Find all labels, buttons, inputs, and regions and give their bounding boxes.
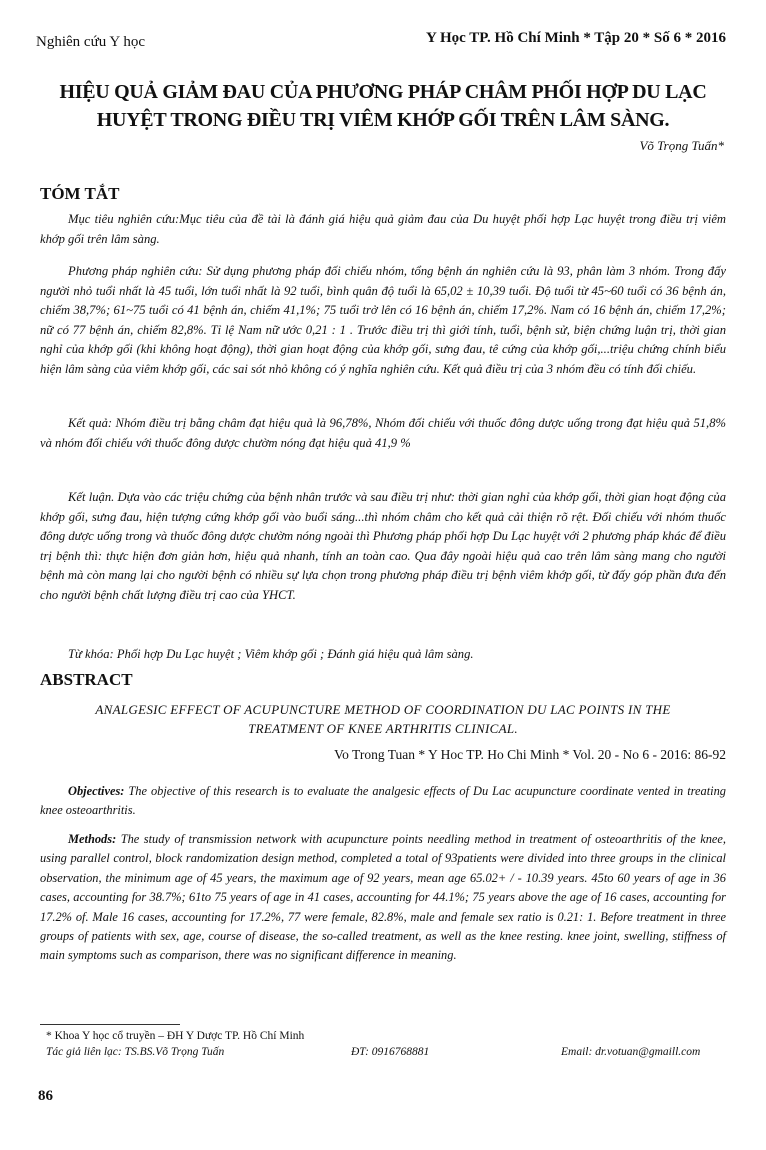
footnote-contact-email: Email: dr.votuan@gmaill.com bbox=[561, 1046, 701, 1058]
page-number: 86 bbox=[38, 1088, 53, 1104]
summary-methods-text: Sử dụng phương pháp đối chiếu nhóm, tổng bệnh án nghiên cứu là 93, phân làm 3 nhóm. Trong đấy người nhỏ tuổi nhất là 45 tuổi, lớn tuổi nhất là 92 tuổi, bình quân độ tuổi là 65,02 ± 10,39 tuổi. Độ tuổi từ 45~60 tuổi có 36 bệnh án, chiếm 38,7%; 61~75 tuổi có 41 bệnh án, chiếm 41,1%; 75 tuổi trở lên có 16 bệnh án, chiếm 17,2%. Nam có 16 bệnh án, chiếm 17,2%; nữ có 77 bệnh án, chiếm 82,8%. Tỉ lệ Nam nữ ước 0,21 : 1 . Trước điều trị thì giới tính, tuổi, bệnh sử, biện chứng luận trị, thời gian nghỉ của khớp gối (khi không hoạt động), thời gian hoạt động của khớp gối, sưng đau, tê cứng của khớp gối,...triệu chứng chính biểu hiện lâm sàng của viêm khớp gối, các sai sót nhỏ không có ý nghĩa nghiên cứu. Kết quả điều trị của 3 nhóm đều có tính đối chiếu. bbox=[40, 264, 726, 376]
article-title-line-1: HIỆU QUẢ GIẢM ĐAU CỦA PHƯƠNG PHÁP CHÂM PHỐI HỢP DU LẠC bbox=[59, 81, 707, 103]
summary-heading: TÓM TẮT bbox=[40, 184, 120, 203]
abstract-objectives-paragraph bbox=[40, 782, 726, 821]
footnote-contact bbox=[46, 1046, 701, 1058]
summary-methods-paragraph bbox=[40, 262, 726, 380]
footnote-divider bbox=[40, 1024, 180, 1025]
abstract-title bbox=[40, 700, 726, 738]
footnote-contact-author: Tác giả liên lạc: TS.BS.Võ Trọng Tuấn bbox=[46, 1046, 225, 1058]
footnote-contact-phone: ĐT: 0916768881 bbox=[351, 1046, 430, 1058]
summary-results-label: Kết quả: bbox=[68, 416, 113, 430]
article-title-line-2: HUYỆT TRONG ĐIỀU TRỊ VIÊM KHỚP GỐI TRÊN LÂM SÀNG. bbox=[96, 109, 670, 131]
summary-conclusion-label: Kết luận. bbox=[68, 490, 115, 504]
summary-keywords-paragraph bbox=[40, 645, 726, 665]
footnote-affiliation: * Khoa Y học cổ truyền – ĐH Y Dược TP. Hồ Chí Minh bbox=[46, 1030, 305, 1042]
abstract-title-line-2: TREATMENT OF KNEE ARTHRITIS CLINICAL. bbox=[248, 721, 518, 736]
summary-results-text: Nhóm điều trị bằng châm đạt hiệu quả là 96,78%, Nhóm đối chiếu với thuốc đông dược uống trong đạt hiệu quả 51,8% và nhóm đối chiếu với thuốc đông dược chườm nóng đạt hiệu quả 41,9 % bbox=[40, 416, 726, 450]
summary-methods-label: Phương pháp nghiên cứu: bbox=[68, 264, 203, 278]
abstract-methods-paragraph bbox=[40, 830, 726, 966]
abstract-heading: ABSTRACT bbox=[40, 670, 133, 689]
summary-conclusion-paragraph bbox=[40, 488, 726, 606]
summary-objective-paragraph bbox=[40, 210, 726, 249]
summary-objective-label: Mục tiêu nghiên cứu: bbox=[68, 212, 180, 226]
abstract-objectives-label: Objectives: bbox=[68, 784, 125, 798]
summary-conclusion-text: Dựa vào các triệu chứng của bệnh nhân trước và sau điều trị như: thời gian nghỉ của khớp gối, thời gian hoạt động của khớp gối, sưng đau, hiện tượng cứng khớp gối vào buổi sáng...thì nhóm châm cho kết quả cải thiện rõ rệt. Đối chiếu với nhóm thuốc đông dược uống trong và thuốc đông dược chườm nóng ngoài thì Phương pháp phối hợp Du Lạc huyệt với 2 phương pháp khác để điều trị bệnh thì: thực hiện đơn giản hơn, hiệu quả nhanh, tính an toàn cao. Qua đây ngoài hiệu quả cao trên lâm sàng mang cho người bệnh mà còn mang lại cho người bệnh có nhiều sự lựa chọn trong phương pháp điều trị bệnh viêm khớp gối, từ đấy góp phần đưa đến cho người bệnh chất lượng điều trị cao của YHCT. bbox=[40, 490, 726, 602]
abstract-methods-label: Methods: bbox=[68, 832, 117, 846]
summary-keywords-text: Phối hợp Du Lạc huyệt ; Viêm khớp gối ; Đánh giá hiệu quả lâm sàng. bbox=[113, 647, 474, 661]
running-header-journal: Y Học TP. Hồ Chí Minh * Tập 20 * Số 6 * 2016 bbox=[425, 30, 726, 46]
abstract-citation: Vo Trong Tuan * Y Hoc TP. Ho Chi Minh * Vol. 20 - No 6 - 2016: 86-92 bbox=[334, 747, 726, 762]
abstract-objectives-text: The objective of this research is to evaluate the analgesic effects of Du Lac acupuncture coordinate vented in treating knee osteoarthritis. bbox=[40, 784, 726, 818]
running-header-section: Nghiên cứu Y học bbox=[36, 34, 146, 50]
author-name: Võ Trọng Tuấn* bbox=[639, 138, 724, 153]
abstract-methods-text: The study of transmission network with acupuncture points needling method in treatment of osteoarthritis of the knee, using parallel control, block randomization design method, completed a total of 93patients were divided into three groups in the clinical observation, the minimum age of 45 years, the maximum age of 92 years, mean age 65.02+ / - 10.39 years. 45to 60 years of age in 36 cases, accounting for 38.7%; 61to 75 years of age in 41 cases, accounting for 44.1%; 75 years above the age of 16 cases, accounting for 17.2% of. Male 16 cases, accounting for 17.2%, 77 were female, 82.8%, male and female sex ratio is 0.21: 1. Before treatment in three groups of patients with sex, age, course of disease, the so-called treatment, as well as the knee resting. knee joint, swelling, stiffness of main symptoms such as comparison, there was no significant difference in meaning. bbox=[40, 832, 726, 963]
summary-keywords-label: Từ khóa: bbox=[68, 647, 114, 661]
article-title bbox=[40, 78, 726, 134]
abstract-title-line-1: ANALGESIC EFFECT OF ACUPUNCTURE METHOD OF COORDINATION DU LAC POINTS IN THE bbox=[95, 702, 671, 717]
summary-objective-text: Mục tiêu của đề tài là đánh giá hiệu quả giảm đau của Du huyệt phối hợp Lạc huyệt trong điều trị viêm khớp gối trên lâm sàng. bbox=[40, 212, 727, 246]
summary-results-paragraph bbox=[40, 414, 726, 453]
